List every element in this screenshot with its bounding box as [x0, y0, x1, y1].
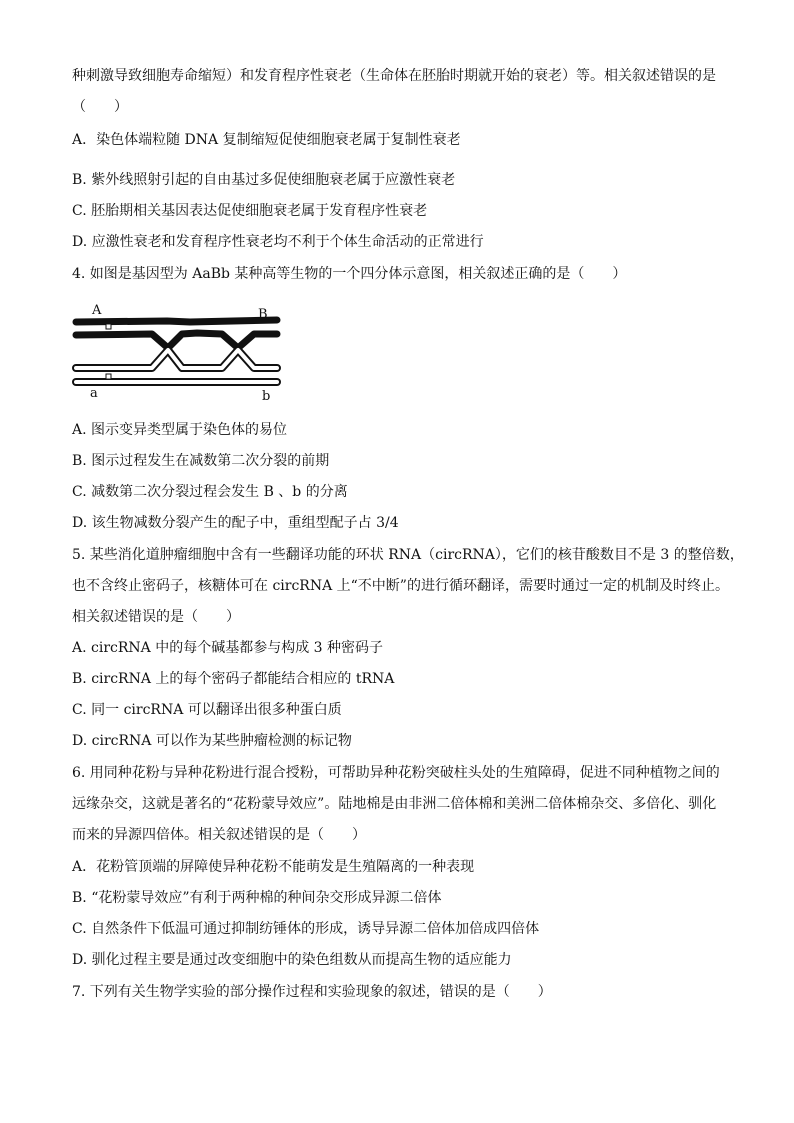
q3-option-a: A．染色体端粒随 DNA 复制缩短促使细胞衰老属于复制性衰老: [72, 132, 461, 148]
locus-marker-a-lower: [106, 374, 111, 379]
q3-option-c: C. 胚胎期相关基因表达促使细胞衰老属于发育程序性衰老: [72, 203, 428, 219]
q6-option-c: C. 自然条件下低温可通过抑制纺锤体的形成，诱导异源二倍体加倍成四倍体: [72, 921, 540, 937]
q7-stem: 7. 下列有关生物学实验的部分操作过程和实验现象的叙述，错误的是（ ）: [72, 984, 552, 1000]
q5-stem-line-1: 5. 某些消化道肿瘤细胞中含有一些翻译功能的环状 RNA（circRNA），它们的核苷酸数目不是 3 的整倍数，: [72, 547, 744, 563]
q5-option-b: B. circRNA 上的每个密码子都能结合相应的 tRNA: [72, 671, 395, 687]
q6-option-b: B. “花粉蒙导效应”有利于两种棉的种间杂交形成异源二倍体: [72, 890, 442, 906]
locus-marker-a-upper: [106, 324, 111, 329]
q6-stem-line-2: 远缘杂交，这就是著名的“花粉蒙导效应”。陆地棉是由非洲二倍体棉和美洲二倍体棉杂交、多倍化、驯化: [72, 796, 717, 812]
q3-stem-tail: 种刺激导致细胞寿命缩短）和发育程序性衰老（生命体在胚胎时期就开始的衰老）等。相关叙述错误的是: [72, 68, 716, 84]
q5-option-a: A. circRNA 中的每个碱基都参与构成 3 种密码子: [72, 640, 384, 656]
q6-option-a: A．花粉管顶端的屏障使异种花粉不能萌发是生殖隔离的一种表现: [72, 859, 475, 875]
q3-option-b: B. 紫外线照射引起的自由基过多促使细胞衰老属于应激性衰老: [72, 172, 456, 188]
q5-option-c: C. 同一 circRNA 可以翻译出很多种蛋白质: [72, 702, 342, 718]
q3-option-d: D. 应激性衰老和发育程序性衰老均不利于个体生命活动的正常进行: [72, 234, 484, 250]
chromatid-dark-top: [76, 320, 277, 322]
label-B: B: [258, 307, 268, 322]
q6-stem-line-3: 而来的异源四倍体。相关叙述错误的是（ ）: [72, 827, 366, 843]
q3-answer-blank: （ ）: [72, 99, 128, 115]
q4-option-d: D. 该生物减数分裂产生的配子中，重组型配子占 3/4: [72, 515, 399, 531]
tetrad-diagram: [72, 300, 312, 408]
q4-option-a: A. 图示变异类型属于染色体的易位: [72, 422, 288, 438]
q5-option-d: D. circRNA 可以作为某些肿瘤检测的标记物: [72, 733, 352, 749]
chromatid-dark-second: [76, 333, 277, 348]
q6-option-d: D. 驯化过程主要是通过改变细胞中的染色组数从而提高生物的适应能力: [72, 952, 512, 968]
label-a: a: [90, 386, 98, 401]
q4-stem: 4. 如图是基因型为 AaBb 某种高等生物的一个四分体示意图，相关叙述正确的是（ ）: [72, 266, 627, 282]
label-b: b: [262, 389, 271, 404]
q5-stem-line-3: 相关叙述错误的是（ ）: [72, 609, 240, 625]
q4-option-b: B. 图示过程发生在减数第二次分裂的前期: [72, 453, 330, 469]
q6-stem-line-1: 6. 用同种花粉与异种花粉进行混合授粉，可帮助异种花粉突破柱头处的生殖障碍，促进不同种植物之间的: [72, 765, 720, 781]
label-A: A: [92, 303, 102, 318]
q4-option-c: C. 减数第二次分裂过程会发生 B 、b 的分离: [72, 484, 348, 500]
q5-stem-line-2: 也不含终止密码子，核糖体可在 circRNA 上“不中断”的进行循环翻译，需要时通过一定的机制及时终止。: [72, 578, 729, 594]
